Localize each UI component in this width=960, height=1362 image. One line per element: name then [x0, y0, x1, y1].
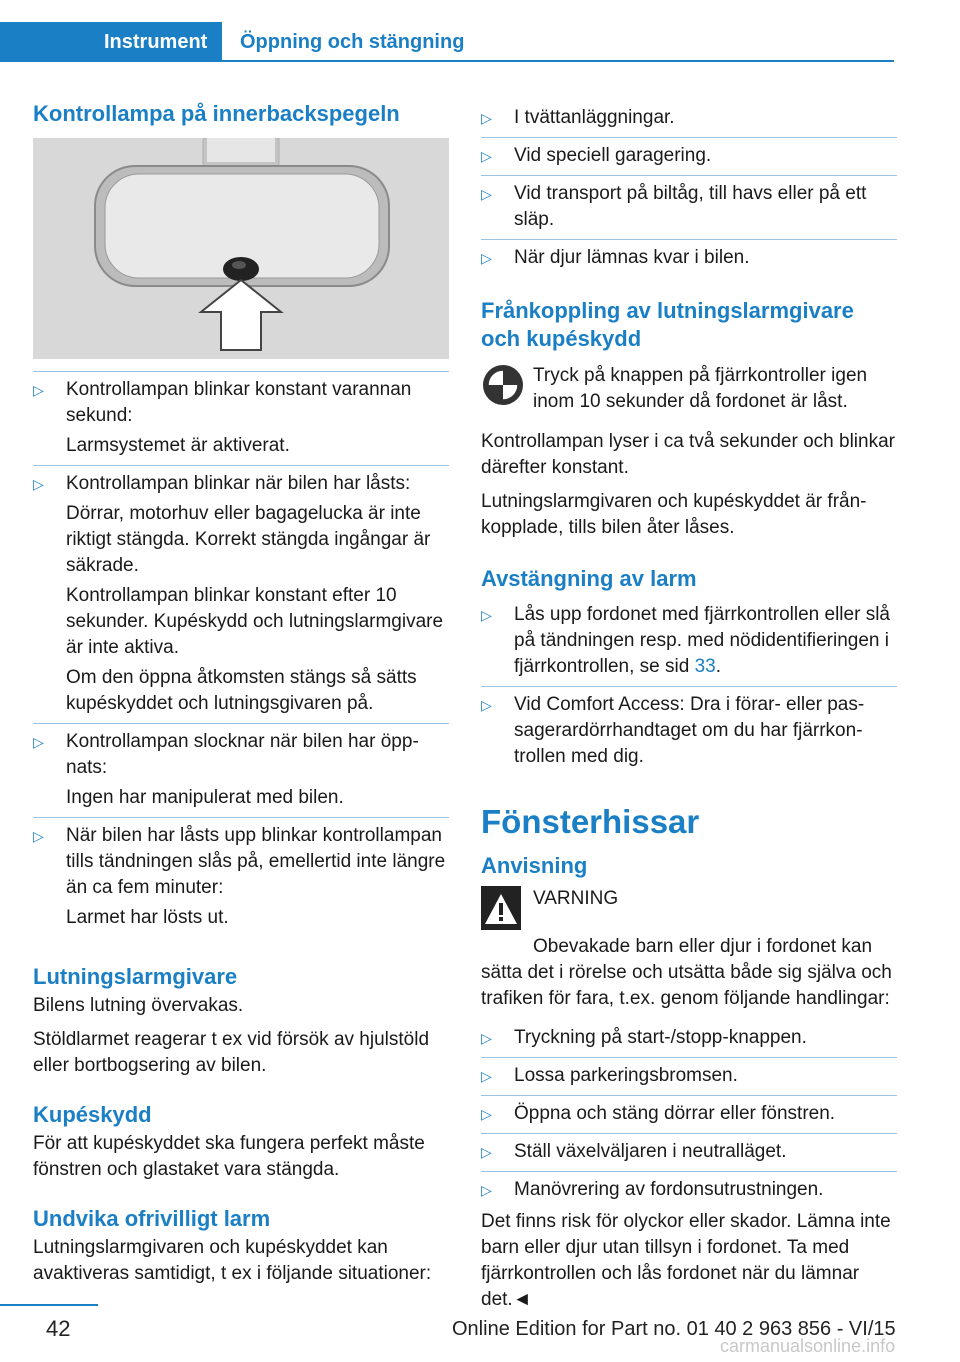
list-text: Dörrar, motorhuv eller bagagelucka är inte riktigt stängda. Korrekt stängda ingångar är säkrade.: [66, 503, 431, 576]
list-text: Larmsystemet är aktiverat.: [66, 435, 290, 456]
triangle-bullet-icon: ▷: [481, 1106, 492, 1122]
triangle-bullet-icon: ▷: [481, 186, 492, 202]
list-item: [33, 466, 449, 724]
triangle-bullet-icon: ▷: [33, 476, 44, 492]
list-text: Tryckning på start-/stopp-knappen.: [514, 1027, 807, 1048]
left-column: [33, 100, 449, 1295]
heading-anvisning: Anvisning: [481, 853, 588, 878]
list-text: Lossa parkeringsbromsen.: [514, 1065, 738, 1086]
list-text: När djur lämnas kvar i bilen.: [514, 247, 750, 268]
tab-instrument: Instrument: [0, 22, 222, 62]
list-text: Kontrollampan slocknar när bilen har öppnats:: [66, 731, 419, 778]
list-text: Kontrollampan blinkar när bilen har låsts:: [66, 473, 411, 494]
warning-title: VARNING: [533, 888, 619, 909]
warning-triangle-icon: [481, 886, 521, 930]
list-item: [481, 1134, 897, 1172]
triangle-bullet-icon: ▷: [481, 697, 492, 713]
list-text: I tvättanläggningar.: [514, 107, 675, 128]
paragraph: Stöldlarmet reagerar t ex vid försök av hjulstöld eller bortbogsering av bilen.: [33, 1029, 430, 1076]
triangle-bullet-icon: ▷: [481, 250, 492, 266]
watermark: carmanualsonline.info: [720, 1336, 896, 1356]
list-item: [33, 724, 449, 818]
heading-fonsterhissar: Fönsterhissar: [481, 803, 700, 840]
list-text: När bilen har låsts upp blinkar kontrollampan tills tändningen slås på, emellertid inte längre än ca fem minuter:: [66, 825, 446, 898]
remote-instruction: [481, 363, 897, 423]
list-text: Vid speciell garagering.: [514, 145, 712, 166]
list-text: Öppna och stäng dörrar eller fönstren.: [514, 1103, 836, 1124]
heading-frankoppling: Frånkoppling av lutningslarmgivare och kupéskydd: [481, 298, 854, 351]
list-text: Lås upp fordonet med fjärrkontrollen eller slå på tändningen resp. med nödidentifieringen i fjärrkontrollen, se sid 33.: [514, 604, 890, 677]
list-text: Ställ växelväljaren i neutralläget.: [514, 1141, 787, 1162]
triangle-bullet-icon: ▷: [481, 1144, 492, 1160]
right-column: [481, 100, 897, 1321]
triangle-bullet-icon: ▷: [481, 1030, 492, 1046]
footer-rule: [0, 1304, 98, 1306]
list-text: Vid transport på biltåg, till havs eller på ett släp.: [514, 183, 867, 230]
page-number: 42: [46, 1316, 71, 1341]
list-text: Om den öppna åtkomsten stängs så sätts kupéskyddet och lutningsgivaren på.: [66, 667, 417, 714]
list-item: [481, 687, 897, 776]
triangle-bullet-icon: ▷: [481, 1068, 492, 1084]
list-item: [33, 372, 449, 466]
edition-text: Online Edition for Part no. 01 40 2 963 856 - VI/15: [452, 1318, 896, 1340]
paragraph: Lutningslarmgivaren och kupéskyddet är frånkopplade, tills bilen åter låses.: [481, 491, 867, 538]
paragraph: Kontrollampan lyser i ca två sekunder och blinkar därefter konstant.: [481, 431, 895, 478]
triangle-bullet-icon: ▷: [33, 828, 44, 844]
list-text: Kontrollampan blinkar konstant efter 10 sekunder. Kupéskydd och lutningslarmgivare är inte aktiva.: [66, 585, 444, 658]
paragraph: Lutningslarmgivaren och kupéskyddet kan avaktiveras samtidigt, t ex i följande situationer:: [33, 1237, 432, 1284]
paragraph: Det finns risk för olyckor eller skador. Lämna inte barn eller djur utan tillsyn i fordonet. Ta med fjärrkontrollen och lås fordonet när du lämnar det.◄: [481, 1211, 891, 1310]
page-link[interactable]: 33: [694, 656, 716, 677]
warning-list: [481, 1020, 897, 1209]
paragraph: Bilens lutning övervakas.: [33, 995, 244, 1016]
warning-text: Obevakade barn eller djur i fordonet kan sätta det i rörelse och utsätta både sig själva och trafiken för fara, t.ex. genom följande handlingar:: [481, 936, 892, 1009]
list-item: [481, 240, 897, 277]
list-item: [481, 1172, 897, 1209]
list-item: [481, 1096, 897, 1134]
heading-undvika-larm: Undvika ofrivilligt larm: [33, 1206, 271, 1231]
list-item: [481, 1058, 897, 1096]
situation-list: [481, 100, 897, 277]
list-text: Ingen har manipulerat med bilen.: [66, 787, 344, 808]
header-rule: [222, 60, 894, 62]
alarm-off-list: [481, 597, 897, 776]
heading-kontrollampa: Kontrollampa på innerbackspegeln: [33, 101, 400, 126]
remote-instruction-text: Tryck på knappen på fjärrkontroller igen inom 10 sekunder då fordonet är låst.: [533, 365, 868, 412]
heading-lutningslarmgivare: Lutningslarmgivare: [33, 964, 238, 989]
list-item: [481, 597, 897, 687]
warning-block: [481, 886, 897, 938]
bmw-remote-icon: [481, 363, 525, 407]
indicator-list: [33, 371, 449, 937]
triangle-bullet-icon: ▷: [481, 607, 492, 623]
rearview-mirror-image: [33, 138, 449, 359]
triangle-bullet-icon: ▷: [33, 734, 44, 750]
list-item: [481, 100, 897, 138]
list-item: [33, 818, 449, 937]
list-item: [481, 176, 897, 240]
triangle-bullet-icon: ▷: [33, 382, 44, 398]
list-text: Larmet har lösts ut.: [66, 907, 229, 928]
list-text: Manövrering av fordonsutrustningen.: [514, 1179, 824, 1200]
list-item: [481, 138, 897, 176]
triangle-bullet-icon: ▷: [481, 148, 492, 164]
heading-kupeskydd: Kupéskydd: [33, 1102, 152, 1127]
paragraph: För att kupéskyddet ska fungera perfekt måste fönstren och glastaket vara stängda.: [33, 1133, 425, 1180]
triangle-bullet-icon: ▷: [481, 110, 492, 126]
heading-avstangning: Avstängning av larm: [481, 566, 697, 591]
triangle-bullet-icon: ▷: [481, 1182, 492, 1198]
list-text: Vid Comfort Access: Dra i förar- eller passagerardörrhandtaget om du har fjärrkontrollen med dig.: [514, 694, 865, 767]
tab-oppning-och-stangning: Öppning och stängning: [240, 31, 465, 53]
list-item: [481, 1020, 897, 1058]
list-text: Kontrollampan blinkar konstant varannan sekund:: [66, 379, 412, 426]
